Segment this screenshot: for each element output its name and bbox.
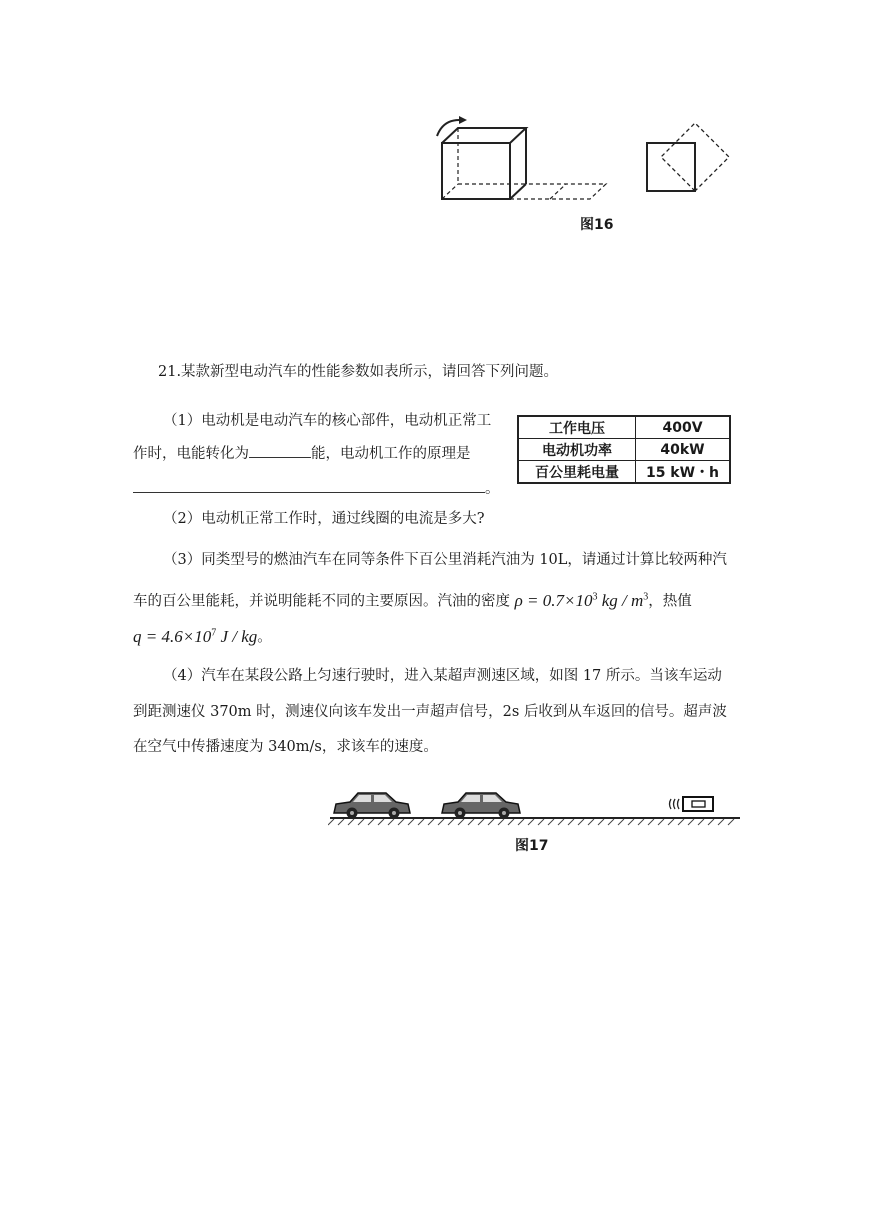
figure-17-drawing [328, 782, 748, 832]
cube-top-face [442, 128, 526, 143]
part3-line2b: ，热值 [648, 593, 692, 610]
part3-line3-end: 。 [257, 629, 272, 646]
part1-line3-end: 。 [485, 481, 500, 497]
answer-blank-principle[interactable] [133, 478, 485, 493]
part3-line1: （3）同类型号的燃油汽车在同等条件下百公里消耗汽油为 10L，请通过计算比较两种汽 [163, 552, 727, 568]
cube-front-face [442, 143, 510, 199]
part2-text: （2）电动机正常工作时，通过线圈的电流是多大? [163, 511, 485, 527]
part1-line1: （1）电动机是电动汽车的核心部件，电动机正常工 [163, 413, 492, 429]
table-cell-label: 工作电压 [518, 416, 636, 439]
table-cell-value: 40kW [636, 439, 731, 461]
table-row [518, 439, 730, 461]
part4-line3: 在空气中传播速度为 340m/s，求该车的速度。 [133, 739, 438, 755]
part4-line1: （4）汽车在某段公路上匀速行驶时，进入某超声测速区域，如图 17 所示。当该车运动 [163, 668, 722, 684]
table-row [518, 416, 730, 439]
part3-line3 [133, 623, 272, 648]
figure-17-caption: 图17 [515, 838, 549, 854]
car-icon-2 [442, 793, 520, 819]
part3-line2a: 车的百公里能耗，并说明能耗不同的主要原因。汽油的密度 [133, 593, 510, 610]
heat-value-formula: $q = 4.6\times 10^7$ J / kg [133, 626, 258, 646]
figure-16-drawing [425, 108, 745, 208]
table-cell-label: 百公里耗电量 [518, 461, 636, 484]
part1-line2b: 能，电动机工作的原理是 [311, 446, 471, 462]
table-cell-value: 400V [636, 416, 731, 439]
car-icon-1 [334, 793, 410, 819]
table-cell-label: 电动机功率 [518, 439, 636, 461]
parameter-table [517, 415, 731, 484]
part1-line3 [133, 478, 500, 499]
part3-line2 [133, 587, 692, 612]
part4-line2: 到距测速仪 370m 时，测速仪向该车发出一声超声信号，2s 后收到从车返回的信号。超声波 [133, 704, 727, 720]
rotation-arrow-head [459, 116, 467, 124]
table-cell-value: 15 kW・h [636, 461, 731, 484]
density-formula: $\rho = 0.7\times 10^3$ kg / $m^3$ [514, 590, 649, 610]
part1-line2 [133, 443, 471, 464]
question-21-stem: 21.某款新型电动汽车的性能参数如表所示，请回答下列问题。 [158, 364, 559, 380]
rotation-arrow [437, 120, 459, 136]
part1-line2a: 作时，电能转化为 [133, 446, 249, 462]
speed-detector-icon [670, 797, 714, 811]
answer-blank-energy[interactable] [249, 443, 311, 458]
figure-16-caption: 图16 [580, 217, 614, 233]
table-row [518, 461, 730, 484]
